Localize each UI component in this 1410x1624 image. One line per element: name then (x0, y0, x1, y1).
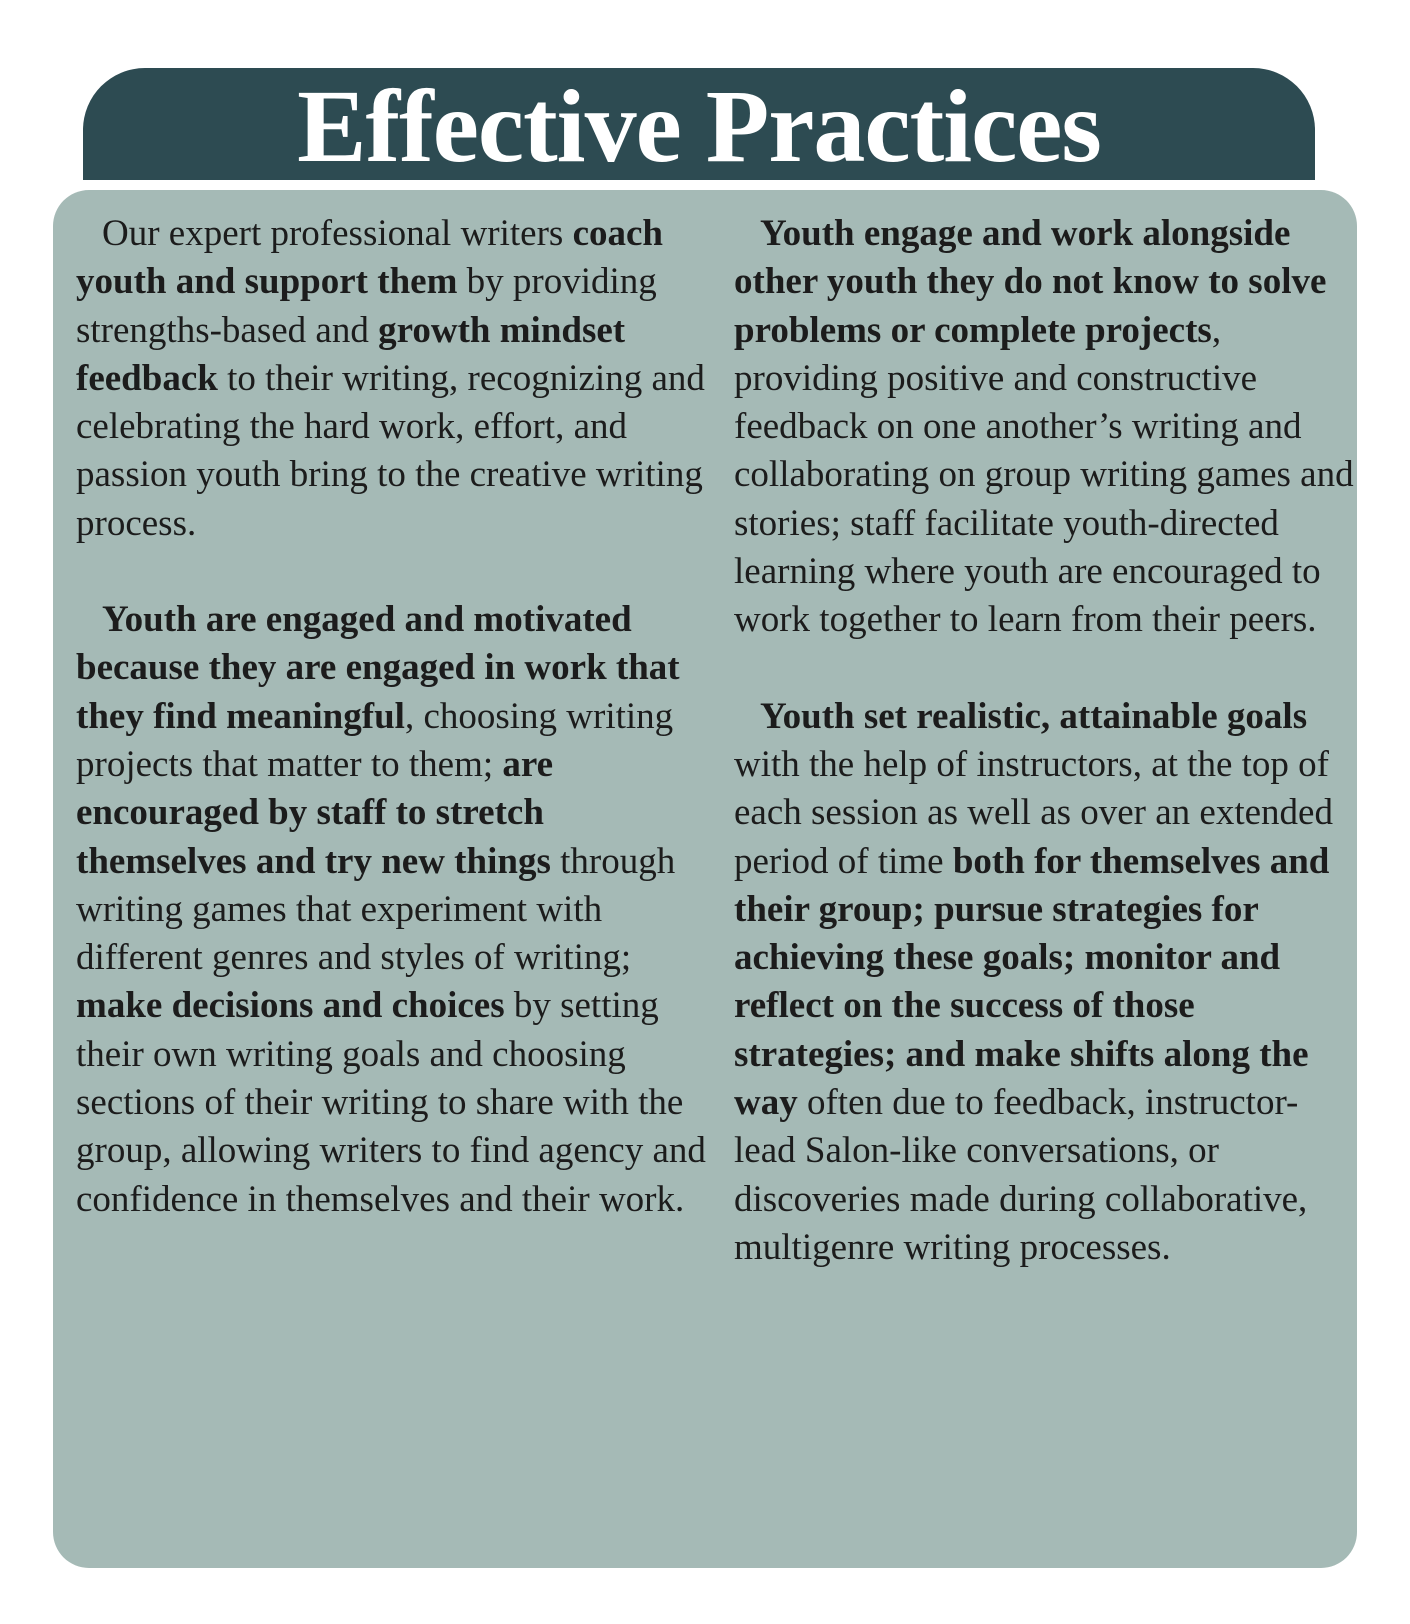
paragraph-coaching (76, 210, 716, 548)
text-run: Our expert professional writers (102, 213, 573, 254)
paragraph-engagement (76, 596, 716, 1224)
bold-run: Youth set realistic, attainable goals (760, 695, 1308, 737)
page-title: Effective Practices (297, 69, 1101, 184)
bold-run: growth mindset feedback (76, 309, 626, 399)
text-run: with the help of instructors, at the top of each session as well as over an extended period of time (734, 743, 1333, 882)
bold-run: make decisions and choices (76, 985, 505, 1027)
text-run: often due to feedback, instructor-lead Salon-like conversations, or discoveries made during collaborative, multigenre writing processes. (734, 1082, 1308, 1268)
header-banner (83, 68, 1315, 184)
paragraph-goals (734, 693, 1354, 1273)
text-run: , choosing writing projects that matter to them; (76, 695, 674, 785)
content-panel (53, 190, 1357, 1568)
text-run: to their writing, recognizing and celebrating the hard work, effort, and passion youth bring to the creative writing process. (76, 357, 705, 544)
bold-run: are encouraged by staff to stretch themselves and try new things (76, 743, 554, 882)
text-run: by providing strengths-based and (76, 261, 657, 351)
left-column (76, 210, 716, 1272)
bold-run: both for themselves and their group; pursue strategies for achieving these goals; monitor and reflect on the success of those strategies; and make shifts along the way (734, 840, 1330, 1124)
paragraph-collaboration (734, 210, 1354, 645)
right-column (734, 210, 1354, 1320)
text-run: , providing positive and constructive feedback on one another’s writing and collaborating on group writing games and stories; staff facilitate youth-directed learning where youth are encouraged to work together to learn from their peers. (734, 309, 1354, 641)
text-run: through writing games that experiment with different genres and styles of writing; (76, 840, 676, 979)
bold-run: Youth are engaged and motivated because they are engaged in work that they find meaningful (76, 599, 680, 737)
bold-run: coach youth and support them (76, 213, 664, 303)
text-run: by setting their own writing goals and choosing sections of their writing to share with the group, allowing writers to find agency and confidence in themselves and their work. (76, 985, 706, 1220)
bold-run: Youth engage and work alongside other youth they do not know to solve problems or complete projects (734, 213, 1327, 351)
